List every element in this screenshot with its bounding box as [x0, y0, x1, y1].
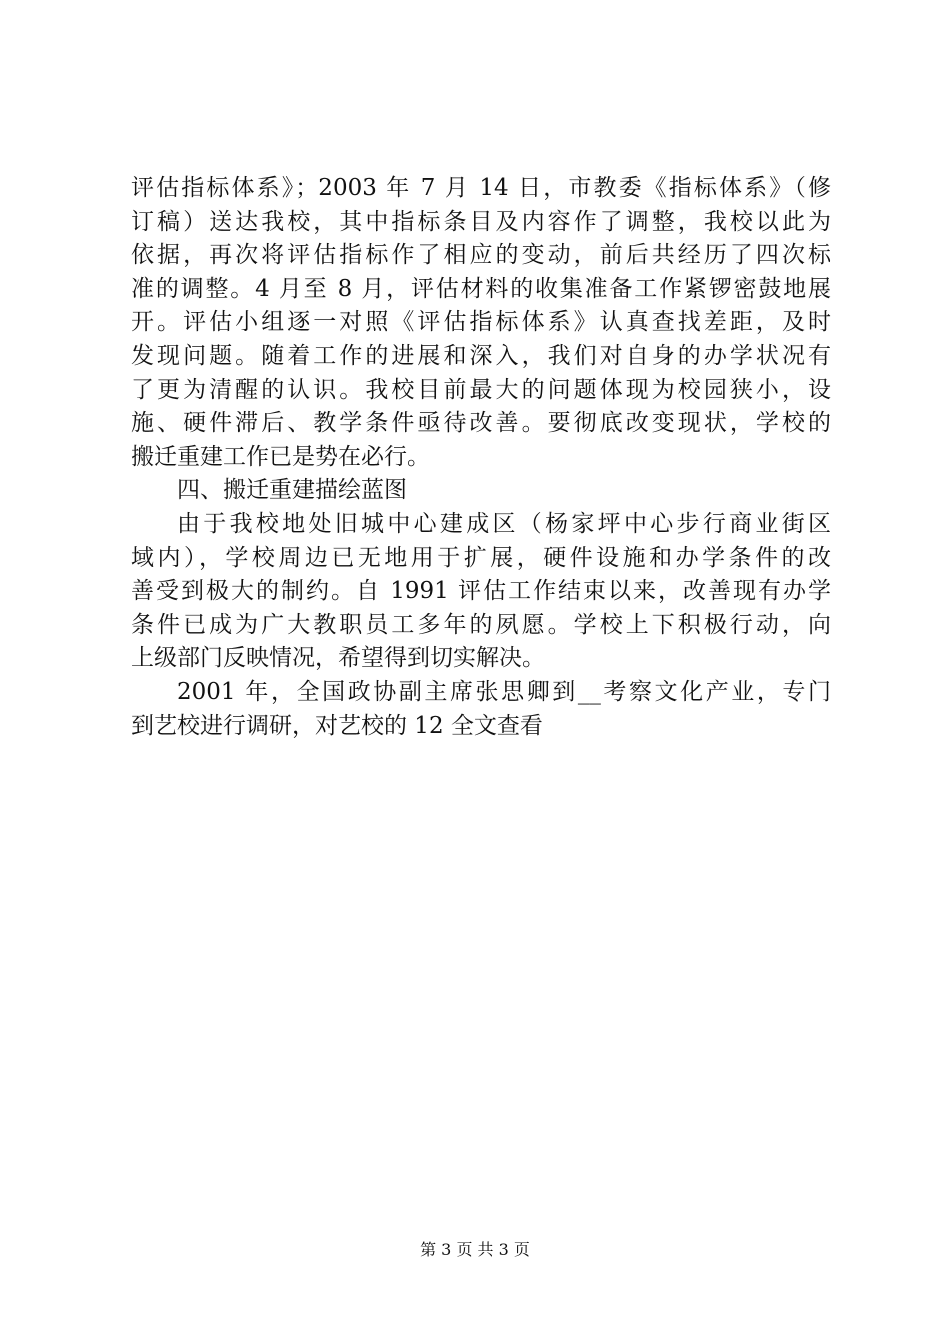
page-number-footer: 第 3 页 共 3 页	[420, 1240, 530, 1259]
text-line: 准的调整。4 月至 8 月，评估材料的收集准备工作紧锣密鼓地展	[131, 275, 831, 302]
text-line: 2001 年，全国政协副主席张思卿到__考察文化产业，专门	[177, 678, 831, 705]
text-line: 开。评估小组逐一对照《评估指标体系》认真查找差距，及时	[131, 309, 831, 336]
text-line: 到艺校进行调研，对艺校的 12 全文查看	[131, 712, 543, 739]
text-line: 施、硬件滞后、教学条件亟待改善。要彻底改变现状，学校的	[131, 410, 831, 437]
text-line: 搬迁重建工作已是势在必行。	[131, 443, 430, 470]
text-line: 条件已成为广大教职员工多年的夙愿。学校上下积极行动，向	[131, 611, 831, 638]
text-line: 依据，再次将评估指标作了相应的变动，前后共经历了四次标	[131, 242, 831, 269]
text-line: 了更为清醒的认识。我校目前最大的问题体现为校园狭小，设	[131, 376, 831, 403]
body-text	[131, 172, 831, 743]
text-line: 评估指标体系》；2003 年 7 月 14 日，市教委《指标体系》（修	[131, 175, 831, 201]
text-line: 订稿）送达我校，其中指标条目及内容作了调整，我校以此为	[131, 208, 831, 235]
text-line: 域内），学校周边已无地用于扩展，硬件设施和办学条件的改	[131, 544, 831, 571]
text-line: 善受到极大的制约。自 1991 评估工作结束以来，改善现有办学	[131, 578, 831, 605]
section-heading: 四、搬迁重建描绘蓝图	[177, 477, 407, 504]
text-line: 由于我校地处旧城中心建成区（杨家坪中心步行商业街区	[177, 510, 831, 537]
text-line: 发现问题。随着工作的进展和深入，我们对自身的办学状况有	[131, 342, 831, 369]
text-line: 上级部门反映情况，希望得到切实解决。	[131, 645, 545, 672]
